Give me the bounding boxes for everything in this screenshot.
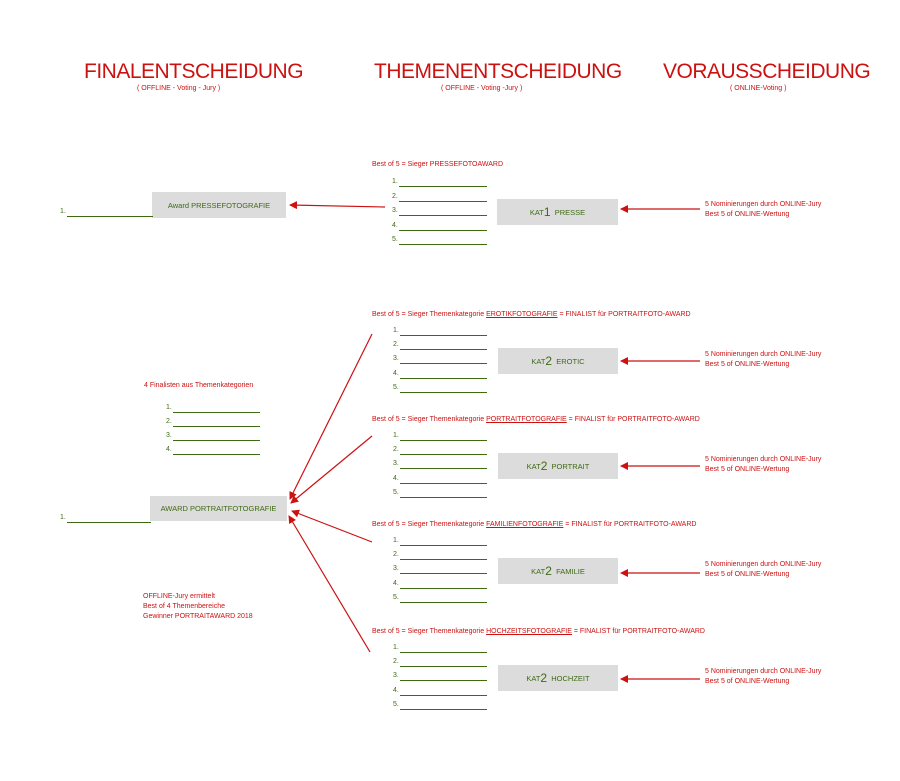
kat-number: 2 bbox=[545, 564, 552, 578]
award-portrait-box: AWARD PORTRAITFOTOGRAFIE bbox=[150, 496, 287, 521]
category-3-rank-1: 1. bbox=[393, 537, 399, 544]
kat-prefix: KAT bbox=[526, 673, 541, 683]
nomination-line2-3: Best 5 of ONLINE-Wertung bbox=[705, 571, 790, 578]
category-best-of-post: = FINALIST für PORTRAITFOTO-AWARD bbox=[557, 311, 691, 318]
presse-rank-3: 3. bbox=[392, 207, 398, 214]
category-2-rank-3: 3. bbox=[393, 460, 399, 468]
category-best-of-pre: Best of 5 = Sieger Themenkategorie bbox=[372, 521, 487, 528]
category-3-rank-5: 5. bbox=[393, 593, 399, 601]
category-best-of-post: = FINALIST für PORTRAITFOTO-AWARD bbox=[571, 628, 705, 635]
header-finale-sub: ( OFFLINE - Voting - Jury ) bbox=[137, 85, 221, 92]
category-name: HOCHZEITSFOTOGRAFIE bbox=[486, 628, 572, 635]
offline-line-2: Best of 4 Themenbereiche bbox=[143, 603, 225, 610]
category-name: FAMILIENFOTOGRAFIE bbox=[486, 521, 564, 528]
finalist-rank-2: 2. bbox=[166, 418, 172, 425]
nomination-line1-2: 5 Nominierungen durch ONLINE-Jury bbox=[705, 456, 822, 463]
presse-nomination-2: Best 5 of ONLINE-Wertung bbox=[705, 211, 790, 218]
category-4-rank-3: 3. bbox=[393, 672, 399, 680]
kat-prefix: KAT bbox=[531, 356, 546, 366]
category-1-rank-3: 3. bbox=[393, 355, 399, 363]
presse-rank-4: 4. bbox=[392, 221, 398, 229]
category-2-rank-5: 5. bbox=[393, 488, 399, 496]
header-themen-title: THEMENENTSCHEIDUNG bbox=[374, 60, 622, 83]
category-4-rank-2: 2. bbox=[393, 658, 399, 666]
presse-best-of: Best of 5 = Sieger PRESSEFOTOAWARD bbox=[372, 161, 504, 168]
award-presse-rank: 1. bbox=[60, 208, 66, 215]
offline-line-1: OFFLINE-Jury ermittelt bbox=[143, 593, 215, 600]
header-finale-title: FINALENTSCHEIDUNG bbox=[84, 60, 304, 83]
kat1-presse-box: KAT 1 PRESSE bbox=[497, 199, 618, 225]
category-best-of-pre: Best of 5 = Sieger Themenkategorie bbox=[372, 628, 487, 635]
arrow-portrait-to-award bbox=[291, 436, 372, 503]
category-best-of-post: = FINALIST für PORTRAITFOTO-AWARD bbox=[563, 521, 697, 528]
nomination-line2-2: Best 5 of ONLINE-Wertung bbox=[705, 466, 790, 473]
category-3-rank-4: 4. bbox=[393, 579, 399, 587]
offline-line-3: Gewinner PORTRAITAWARD 2018 bbox=[143, 613, 253, 620]
nomination-line1-1: 5 Nominierungen durch ONLINE-Jury bbox=[705, 351, 822, 358]
category-best-of-post: = FINALIST für PORTRAITFOTO-AWARD bbox=[566, 416, 700, 423]
kat-name: FAMILIE bbox=[556, 566, 585, 576]
category-4-rank-4: 4. bbox=[393, 686, 399, 694]
header-themen-sub: ( OFFLINE - Voting -Jury ) bbox=[441, 85, 523, 92]
finalist-rank-1: 1. bbox=[166, 404, 172, 411]
kat-number: 2 bbox=[545, 354, 553, 368]
arrow-presse-to-award bbox=[290, 205, 385, 207]
category-1-rank-2: 2. bbox=[393, 341, 399, 349]
category-2-rank-2: 2. bbox=[393, 446, 399, 454]
category-2-rank-1: 1. bbox=[393, 432, 399, 439]
kat-name: HOCHZEIT bbox=[551, 673, 590, 683]
presse-nomination-1: 5 Nominierungen durch ONLINE-Jury bbox=[705, 201, 822, 208]
nomination-line2-4: Best 5 of ONLINE-Wertung bbox=[705, 678, 790, 685]
kat-number: 2 bbox=[540, 671, 548, 685]
award-presse-box: Award PRESSEFOTOGRAFIE bbox=[152, 192, 286, 218]
nomination-line2-1: Best 5 of ONLINE-Wertung bbox=[705, 361, 790, 368]
category-1-rank-5: 5. bbox=[393, 383, 399, 391]
category-best-of-pre: Best of 5 = Sieger Themenkategorie bbox=[372, 416, 487, 423]
category-name: PORTRAITFOTOGRAFIE bbox=[486, 416, 567, 423]
finalist-rank-4: 4. bbox=[166, 446, 172, 453]
arrow-familie-to-award bbox=[292, 511, 372, 542]
category-3-rank-2: 2. bbox=[393, 551, 399, 559]
category-1-rank-1: 1. bbox=[393, 327, 399, 334]
category-3-rank-3: 3. bbox=[393, 565, 399, 573]
category-best-of-pre: Best of 5 = Sieger Themenkategorie bbox=[372, 311, 487, 318]
presse-rank-2: 2. bbox=[392, 192, 398, 200]
award-portrait-rank: 1. bbox=[60, 514, 66, 521]
category-4-rank-5: 5. bbox=[393, 700, 399, 708]
kat-name: EROTIC bbox=[556, 356, 585, 366]
nomination-line1-4: 5 Nominierungen durch ONLINE-Jury bbox=[705, 668, 822, 675]
finalists-title: 4 Finalisten aus Themenkategorien bbox=[144, 382, 254, 389]
category-2-rank-4: 4. bbox=[393, 474, 399, 482]
category-1-rank-4: 4. bbox=[393, 369, 399, 377]
presse-rank-5: 5. bbox=[392, 236, 398, 243]
category-4-rank-1: 1. bbox=[393, 644, 399, 651]
presse-rank-1: 1. bbox=[392, 178, 398, 185]
header-voraus-title: VORAUSSCHEIDUNG bbox=[663, 60, 871, 83]
finalist-rank-3: 3. bbox=[166, 432, 172, 439]
kat-prefix: KAT bbox=[526, 461, 541, 471]
kat-prefix: KAT bbox=[531, 566, 546, 576]
header-voraus-sub: ( ONLINE-Voting ) bbox=[730, 85, 787, 92]
nomination-line1-3: 5 Nominierungen durch ONLINE-Jury bbox=[705, 561, 822, 568]
category-name: EROTIKFOTOGRAFIE bbox=[486, 311, 558, 318]
kat-number: 2 bbox=[540, 459, 548, 473]
kat-name: PORTRAIT bbox=[551, 461, 590, 471]
arrow-erotic-to-award bbox=[290, 334, 372, 499]
